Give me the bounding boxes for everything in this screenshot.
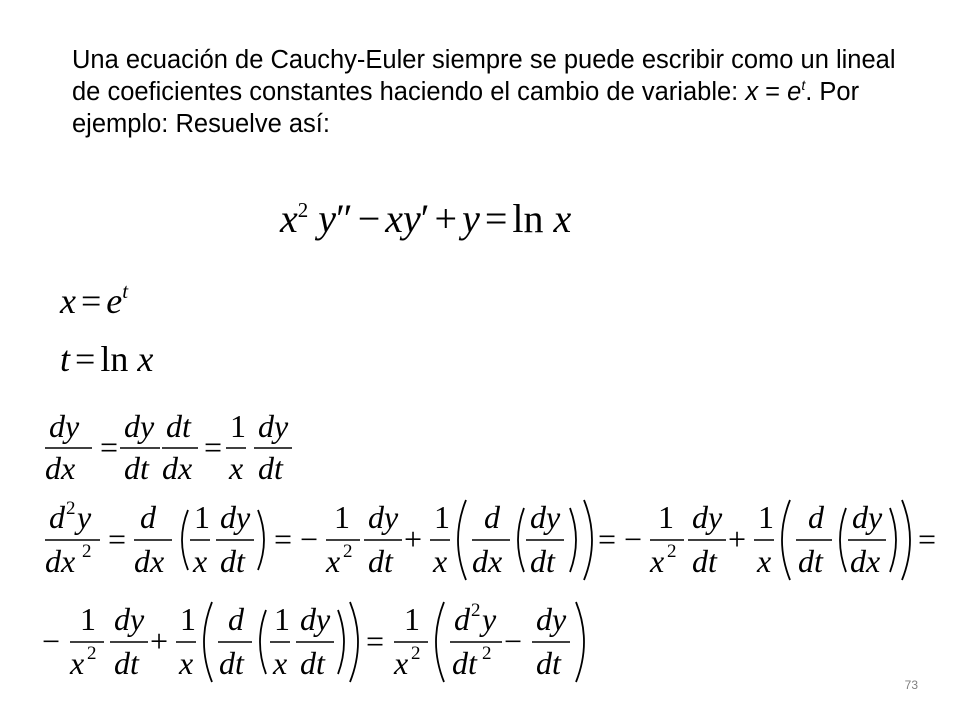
main-eq-equals: = — [484, 196, 508, 241]
svg-text:dt: dt — [166, 408, 191, 444]
sub1-equals: = — [80, 281, 102, 321]
sub2-lhs: t — [60, 339, 71, 379]
svg-text:dy: dy — [692, 499, 723, 535]
svg-text:x: x — [273, 645, 288, 681]
svg-text:1: 1 — [334, 499, 350, 535]
svg-text:d: d — [454, 601, 470, 637]
intro-equals: = — [758, 78, 788, 106]
svg-text:x: x — [179, 645, 194, 681]
svg-text:dy: dy — [300, 601, 331, 637]
main-eq-ln: ln — [512, 196, 544, 241]
svg-text:=: = — [366, 623, 385, 659]
main-eq-xy: xy — [385, 196, 421, 241]
main-eq-x-exponent: 2 — [297, 198, 309, 222]
svg-text:dx: dx — [134, 543, 165, 579]
svg-text:+: + — [150, 623, 169, 659]
svg-text:dt: dt — [536, 645, 561, 681]
svg-text:x: x — [757, 543, 772, 579]
intro-text-after: . Por ejemplo: Resuelve así: — [72, 78, 860, 138]
svg-text:1: 1 — [230, 408, 246, 444]
sub1-exponent: t — [122, 279, 129, 303]
svg-text:y: y — [482, 601, 497, 637]
intro-text-before: Una ecuación de Cauchy-Euler siempre se puede escribir como un lineal de coeficientes constantes haciendo el cambio de variable: — [72, 46, 896, 106]
svg-text:dx: dx — [850, 543, 881, 579]
svg-text:x: x — [650, 543, 665, 579]
svg-text:dt: dt — [368, 543, 393, 579]
svg-text:d: d — [484, 499, 500, 535]
svg-text:dy: dy — [114, 601, 145, 637]
svg-text:dt: dt — [452, 645, 477, 681]
svg-text:2: 2 — [411, 643, 421, 664]
svg-text:d: d — [228, 601, 244, 637]
svg-text:dt: dt — [220, 543, 245, 579]
svg-text:d: d — [808, 499, 824, 535]
svg-text:dy: dy — [124, 408, 155, 444]
main-eq-prime: ′ — [420, 196, 430, 241]
main-eq-plus: + — [434, 196, 458, 241]
svg-text:1: 1 — [274, 601, 290, 637]
svg-text:1: 1 — [758, 499, 774, 535]
svg-text:dt: dt — [798, 543, 823, 579]
svg-text:dx: dx — [472, 543, 503, 579]
intro-exp-t: t — [801, 77, 806, 93]
svg-text:y: y — [77, 499, 92, 535]
svg-text:d: d — [140, 499, 156, 535]
svg-text:dx: dx — [45, 543, 76, 579]
svg-text:dy: dy — [536, 601, 567, 637]
svg-text:1: 1 — [404, 601, 420, 637]
svg-text:dt: dt — [300, 645, 325, 681]
svg-text:1: 1 — [434, 499, 450, 535]
svg-text:x: x — [193, 543, 208, 579]
sub2-x: x — [137, 339, 154, 379]
svg-text:1: 1 — [658, 499, 674, 535]
svg-text:2: 2 — [471, 600, 481, 621]
svg-text:dy: dy — [852, 499, 883, 535]
svg-text:dy: dy — [220, 499, 251, 535]
svg-text:−: − — [42, 623, 61, 659]
svg-text:x: x — [229, 450, 244, 486]
second-derivative-line-2 — [42, 600, 584, 682]
svg-text:dt: dt — [692, 543, 717, 579]
svg-text:−: − — [624, 521, 643, 557]
svg-text:1: 1 — [194, 499, 210, 535]
svg-text:=: = — [204, 429, 223, 465]
main-eq-double-prime: ″ — [336, 196, 353, 241]
svg-text:dt: dt — [530, 543, 555, 579]
svg-text:=: = — [100, 429, 119, 465]
first-derivative-line — [45, 408, 292, 486]
svg-text:1: 1 — [180, 601, 196, 637]
svg-text:+: + — [404, 521, 423, 557]
svg-text:=: = — [274, 521, 293, 557]
svg-text:+: + — [728, 521, 747, 557]
svg-text:−: − — [300, 521, 319, 557]
sub2-equals: = — [75, 339, 96, 379]
svg-text:dt: dt — [124, 450, 149, 486]
svg-text:dx: dx — [45, 450, 76, 486]
svg-text:2: 2 — [87, 643, 97, 664]
svg-text:dt: dt — [219, 645, 244, 681]
svg-text:2: 2 — [343, 541, 353, 562]
page-number: 73 — [904, 678, 918, 692]
svg-text:1: 1 — [80, 601, 96, 637]
svg-text:d: d — [49, 499, 65, 535]
svg-text:=: = — [918, 521, 937, 557]
svg-text:x: x — [326, 543, 341, 579]
svg-text:2: 2 — [667, 541, 677, 562]
svg-text:dt: dt — [114, 645, 139, 681]
svg-text:dx: dx — [162, 450, 193, 486]
svg-text:=: = — [108, 521, 127, 557]
svg-text:dy: dy — [258, 408, 289, 444]
sub1-base: e — [106, 281, 123, 321]
main-eq-y2: y — [462, 196, 480, 241]
svg-text:dy: dy — [368, 499, 399, 535]
main-eq-x-end: x — [553, 196, 572, 241]
svg-text:x: x — [394, 645, 409, 681]
svg-text:x: x — [70, 645, 85, 681]
svg-text:dy: dy — [530, 499, 561, 535]
main-eq-x: x — [280, 196, 298, 241]
sub2-ln: ln — [100, 339, 129, 379]
svg-text:−: − — [504, 623, 523, 659]
svg-text:2: 2 — [66, 498, 76, 519]
sub1-lhs: x — [60, 281, 76, 321]
main-eq-minus: − — [357, 196, 381, 241]
svg-text:dt: dt — [258, 450, 283, 486]
svg-text:2: 2 — [82, 541, 92, 562]
svg-text:=: = — [598, 521, 617, 557]
svg-text:2: 2 — [482, 643, 492, 664]
intro-var-e: e — [787, 78, 802, 106]
svg-text:x: x — [433, 543, 448, 579]
intro-var-x: x — [745, 78, 759, 106]
second-derivative-line-1 — [45, 498, 936, 580]
svg-text:dy: dy — [49, 408, 80, 444]
main-eq-y: y — [318, 196, 337, 241]
